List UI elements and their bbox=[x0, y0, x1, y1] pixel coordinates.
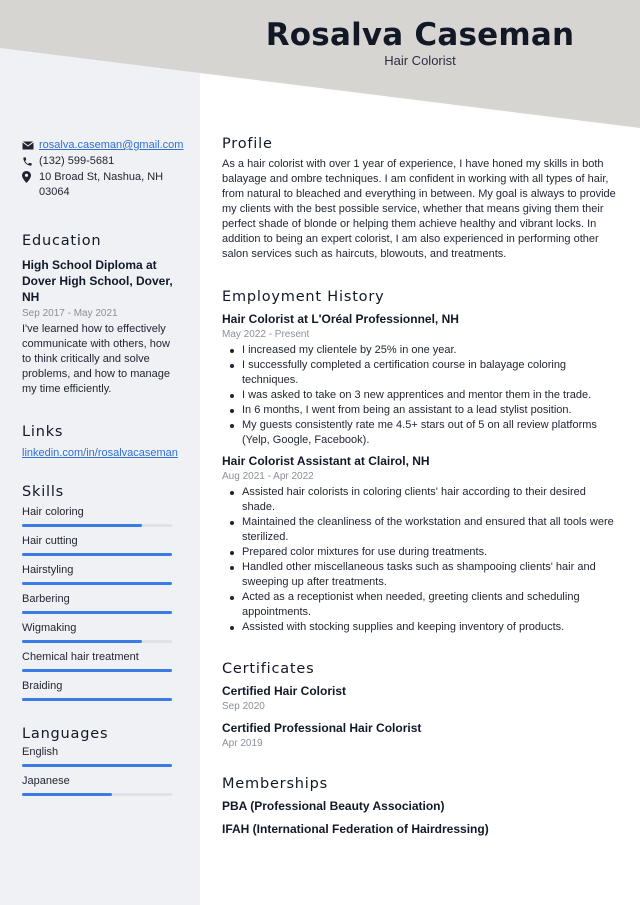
envelope-icon bbox=[22, 138, 39, 152]
contact-email bbox=[22, 138, 184, 153]
skill-bar-fill bbox=[22, 611, 172, 614]
bullet-item: Acted as a receptionist when needed, greeting clients and scheduling appointments. bbox=[222, 590, 618, 620]
job-title: Hair Colorist bbox=[384, 53, 456, 68]
bullet-item: Maintained the cleanliness of the workstation and ensured that all tools were sterilized. bbox=[222, 515, 618, 545]
skill-item bbox=[22, 533, 174, 562]
address: 10 Broad St, Nashua, NH 03064 bbox=[39, 171, 164, 198]
memberships-heading: Memberships bbox=[222, 776, 328, 792]
job-entry bbox=[222, 312, 618, 448]
skill-bar bbox=[22, 640, 172, 643]
skill-bar bbox=[22, 611, 172, 614]
skill-bar bbox=[22, 582, 172, 585]
certificate-date: Sep 2020 bbox=[222, 701, 265, 712]
bullet-item: Handled other miscellaneous tasks such as shampooing clients' hair and sweeping up after treatments. bbox=[222, 560, 618, 590]
skill-bar-fill bbox=[22, 669, 172, 672]
bullet-item: I was asked to take on 3 new apprentices and mentor them in the trade. bbox=[222, 388, 618, 403]
certificate-title: Certified Professional Hair Colorist bbox=[222, 721, 422, 735]
job-bullets bbox=[222, 485, 618, 635]
education-heading: Education bbox=[22, 233, 102, 249]
language-bar bbox=[22, 793, 172, 796]
job-dates: May 2022 - Present bbox=[222, 329, 310, 340]
skill-label: Wigmaking bbox=[22, 622, 77, 634]
skill-bar bbox=[22, 524, 172, 527]
bullet-item: Prepared color mixtures for use during treatments. bbox=[222, 545, 618, 560]
links-heading: Links bbox=[22, 424, 64, 440]
job-dates: Aug 2021 - Apr 2022 bbox=[222, 471, 314, 482]
certificates-heading: Certificates bbox=[222, 661, 315, 677]
certificate-title: Certified Hair Colorist bbox=[222, 684, 347, 698]
main-content bbox=[222, 136, 618, 837]
employment-section bbox=[222, 289, 618, 635]
language-bar-fill bbox=[22, 764, 172, 767]
contact-phone bbox=[22, 154, 174, 169]
skill-bar-fill bbox=[22, 698, 172, 701]
email-link[interactable]: rosalva.caseman@gmail.com bbox=[39, 139, 184, 151]
certificate-date: Apr 2019 bbox=[222, 738, 263, 749]
skill-label: Barbering bbox=[22, 593, 70, 605]
skill-bar-fill bbox=[22, 582, 172, 585]
skill-bar-fill bbox=[22, 640, 142, 643]
education-dates: Sep 2017 - May 2021 bbox=[22, 308, 118, 319]
bullet-item: Assisted hair colorists in coloring clients' hair according to their desired shade. bbox=[222, 485, 618, 515]
bullet-item: I increased my clientele by 25% in one year. bbox=[222, 343, 618, 358]
skill-label: Braiding bbox=[22, 680, 63, 692]
sidebar bbox=[22, 138, 184, 802]
employment-heading: Employment History bbox=[222, 289, 385, 305]
skill-label: Hairstyling bbox=[22, 564, 74, 576]
skill-item bbox=[22, 562, 174, 591]
skill-item bbox=[22, 620, 174, 649]
candidate-name: Rosalva Caseman bbox=[265, 17, 575, 53]
education-description: I've learned how to effectively communicate with others, how to think critically and solve problems, and how to manage my time efficiently. bbox=[22, 323, 170, 395]
links-list bbox=[22, 446, 178, 461]
language-bar bbox=[22, 764, 172, 767]
job-title-company: Hair Colorist at L'Oréal Professionnel, NH bbox=[222, 312, 459, 326]
skill-label: Chemical hair treatment bbox=[22, 651, 139, 663]
linkedin-link[interactable]: linkedin.com/in/rosalvacaseman bbox=[22, 447, 178, 459]
profile-section bbox=[222, 136, 618, 262]
language-item bbox=[22, 773, 174, 802]
profile-heading: Profile bbox=[222, 136, 273, 152]
education-degree: High School Diploma at Dover High School, Dover, NH bbox=[22, 258, 173, 304]
skill-bar bbox=[22, 553, 172, 556]
skill-item bbox=[22, 504, 174, 533]
skill-bar-fill bbox=[22, 524, 142, 527]
skill-item bbox=[22, 649, 174, 678]
certificate-item bbox=[222, 721, 618, 750]
job-title-company: Hair Colorist Assistant at Clairol, NH bbox=[222, 454, 430, 468]
bullet-item: In 6 months, I went from being an assistant to a lead stylist position. bbox=[222, 403, 618, 418]
language-bar-fill bbox=[22, 793, 112, 796]
skill-bar-fill bbox=[22, 553, 172, 556]
languages-heading: Languages bbox=[22, 726, 109, 742]
skill-bar bbox=[22, 669, 172, 672]
language-label: English bbox=[22, 746, 59, 758]
memberships-section bbox=[222, 776, 618, 837]
skills-heading: Skills bbox=[22, 484, 65, 500]
skill-label: Hair coloring bbox=[22, 506, 84, 518]
languages-list bbox=[22, 744, 174, 802]
skill-item bbox=[22, 678, 174, 707]
certificates-section bbox=[222, 661, 618, 750]
skill-label: Hair cutting bbox=[22, 535, 78, 547]
certificate-item bbox=[222, 684, 618, 713]
job-entry bbox=[222, 454, 618, 635]
bullet-item: Assisted with stocking supplies and keeping inventory of products. bbox=[222, 620, 618, 635]
bullet-item: I successfully completed a certification course in balayage coloring techniques. bbox=[222, 358, 618, 388]
skills-list bbox=[22, 504, 174, 707]
phone-icon bbox=[22, 154, 39, 168]
contact-details bbox=[22, 138, 184, 200]
skill-item bbox=[22, 591, 174, 620]
skill-bar bbox=[22, 698, 172, 701]
contact-address bbox=[22, 170, 174, 200]
language-item bbox=[22, 744, 174, 773]
profile-text: As a hair colorist with over 1 year of experience, I have honed my skills in both balayage and ombre techniques. I am confident in working with all types of hair, from natural to bleached and everything in between. My goal is always to provide my clients with the best possible service, whether that means giving them their perfect shade of blonde or helping them achieve healthy and vibrant locks. In addition to being an expert colorist, I am also experienced in performing other salon services such as haircuts, blowouts, and treatments. bbox=[222, 158, 616, 260]
map-pin-icon bbox=[22, 170, 39, 184]
job-bullets bbox=[222, 343, 618, 448]
phone-number: (132) 599-5681 bbox=[39, 155, 115, 167]
membership-item: PBA (Professional Beauty Association) bbox=[222, 799, 445, 813]
membership-item: IFAH (International Federation of Hairdressing) bbox=[222, 822, 489, 836]
bullet-item: My guests consistently rate me 4.5+ stars out of 5 on all review platforms (Yelp, Google, Facebook). bbox=[222, 418, 618, 448]
language-label: Japanese bbox=[22, 775, 70, 787]
